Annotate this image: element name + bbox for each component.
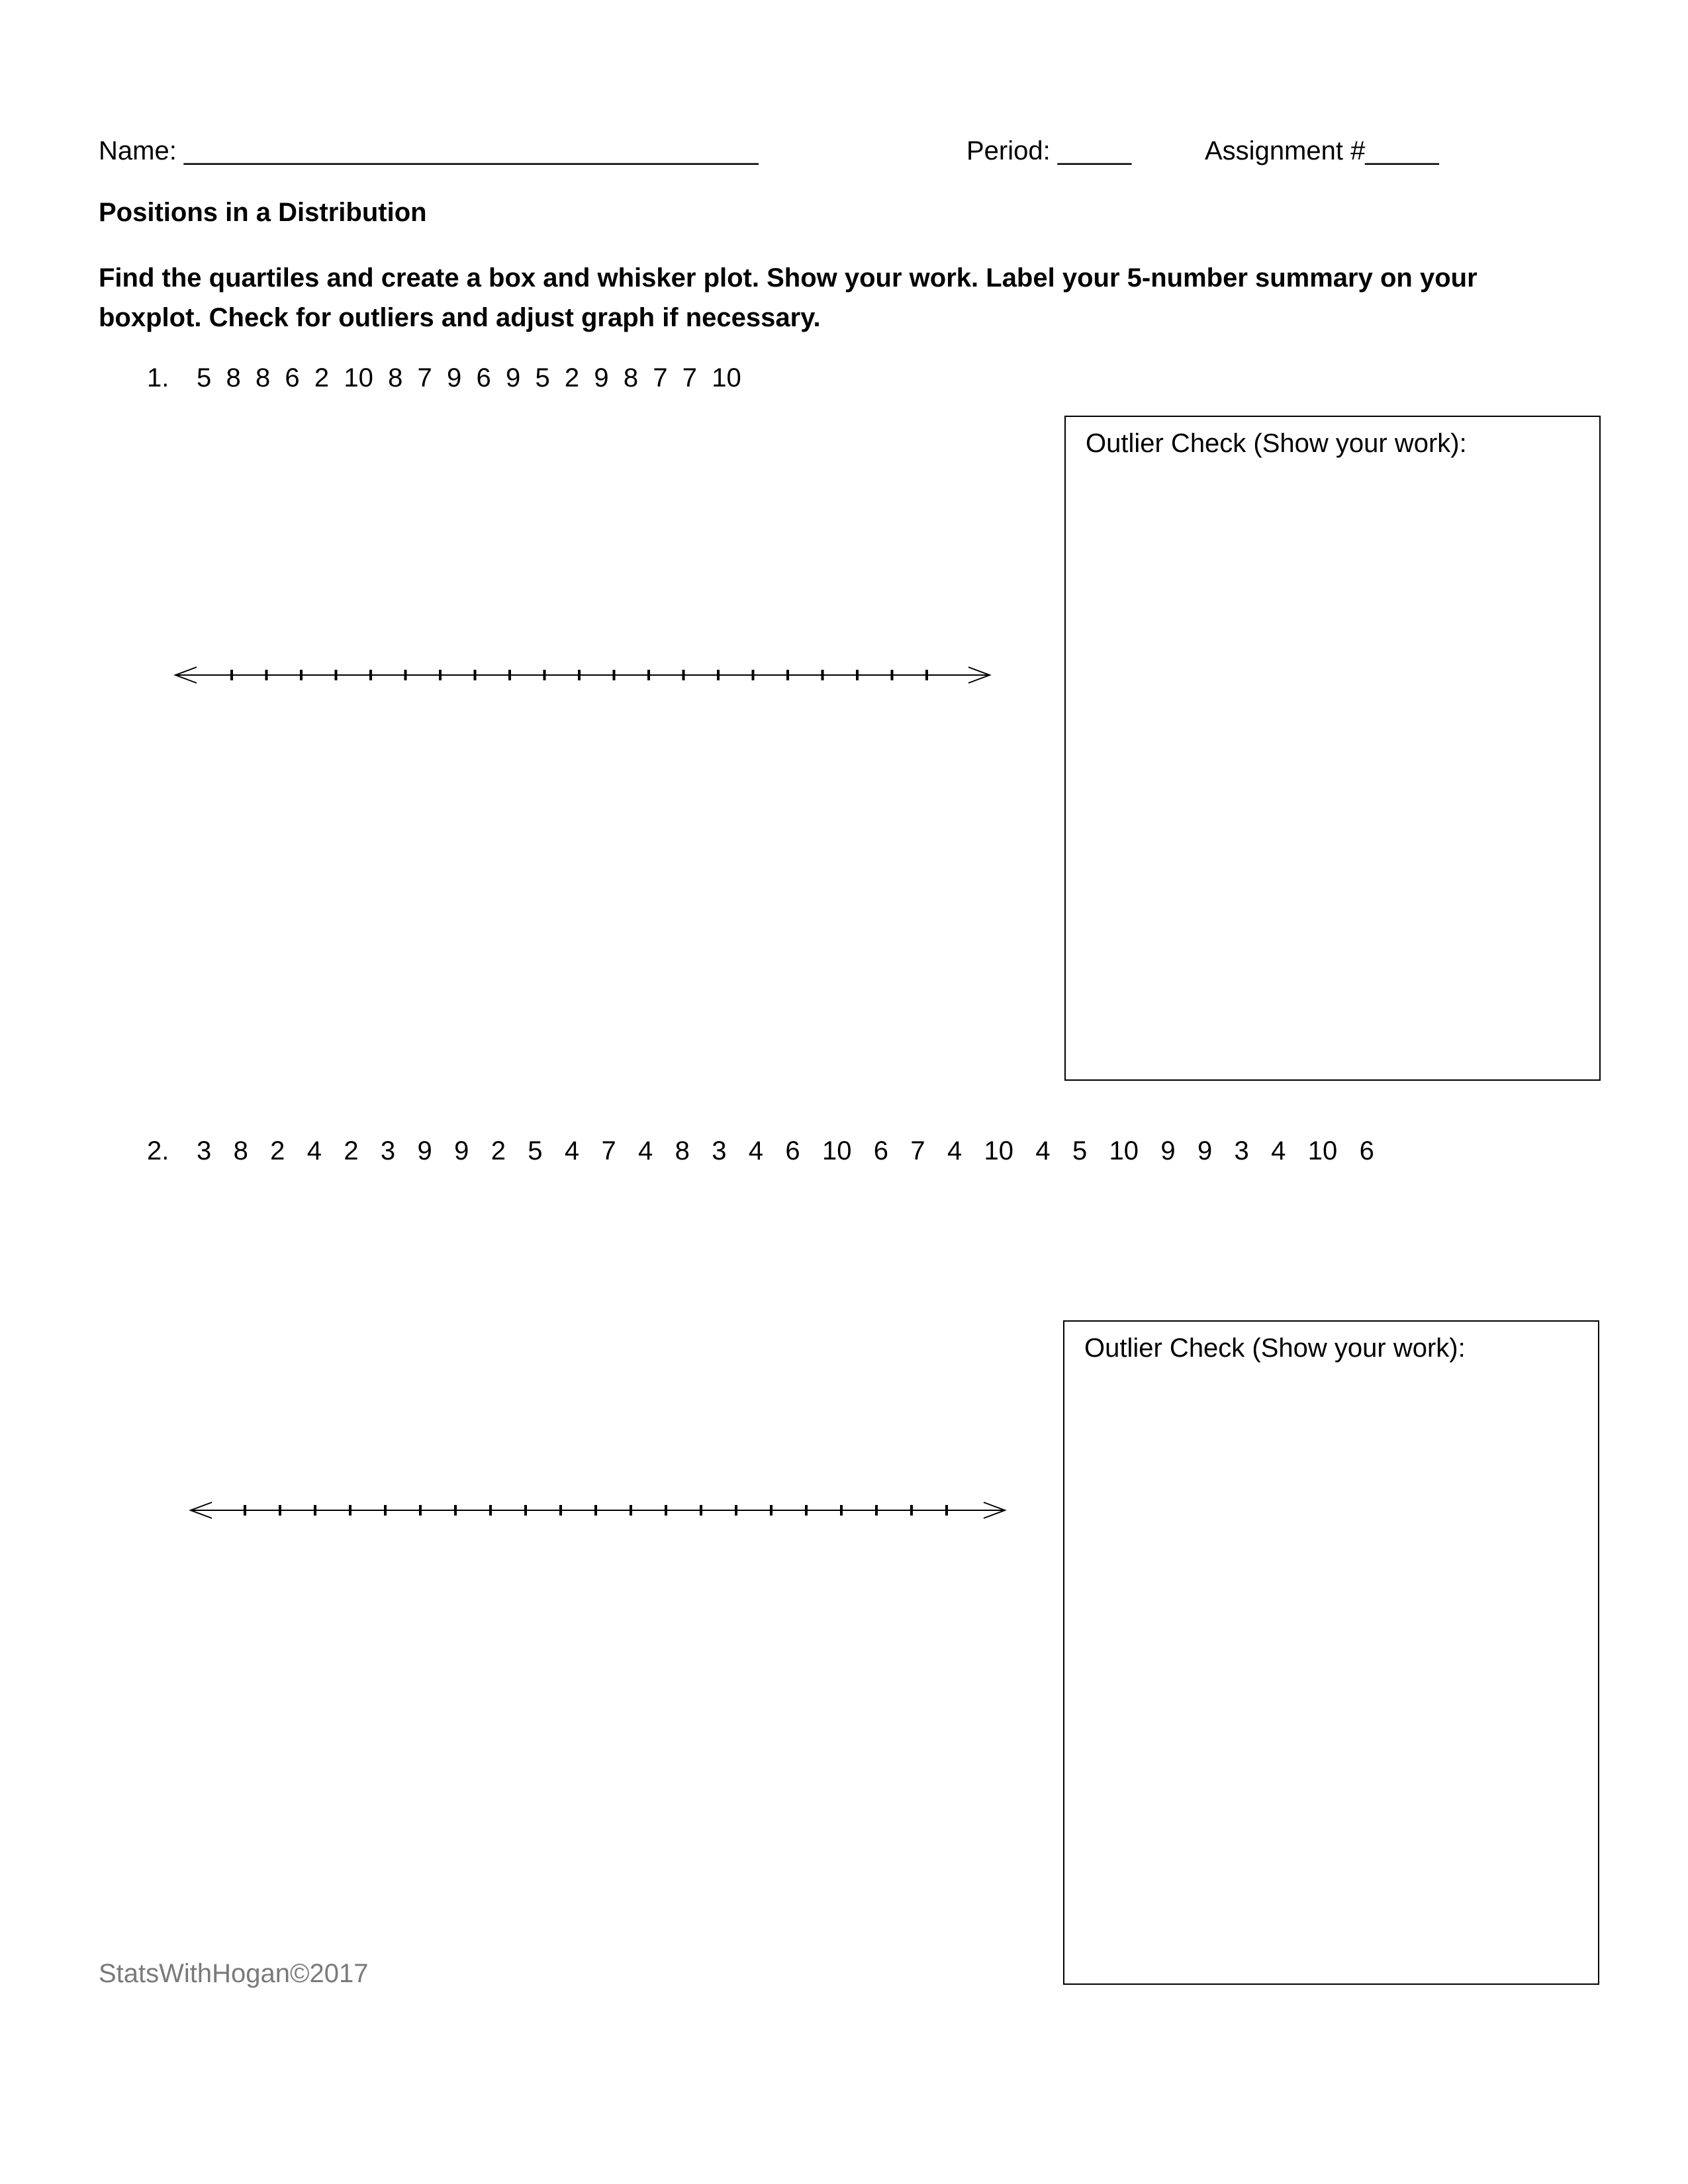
- outlier-check-box-1[interactable]: [1064, 416, 1601, 1081]
- problem-1-data: 5 8 8 6 2 10 8 7 9 6 9 5 2 9 8 7 7 10: [197, 363, 741, 392]
- outlier-check-label-1: Outlier Check (Show your work):: [1086, 429, 1467, 458]
- period-field-label: Period: _____: [966, 136, 1132, 165]
- problem-1-number: 1.: [147, 363, 169, 392]
- outlier-check-label-2: Outlier Check (Show your work):: [1084, 1334, 1466, 1363]
- number-line-2: [184, 1497, 1011, 1524]
- assignment-field-label: Assignment #_____: [1205, 136, 1439, 165]
- worksheet-title: Positions in a Distribution: [99, 198, 427, 227]
- name-field-label: Name: _______________________________________: [99, 136, 759, 165]
- copyright-footer: StatsWithHogan©2017: [99, 1959, 369, 1988]
- problem-2-number: 2.: [147, 1136, 169, 1165]
- instructions: Find the quartiles and create a box and whisker plot. Show your work. Label your 5-number summary on your boxplot. Check for outliers and adjust graph if necessary.: [99, 263, 1477, 332]
- problem-2-data: 3 8 2 4 2 3 9 9 2 5 4 7 4 8 3 4 6 10 6 7 4 10 4 5 10 9 9 3 4 10 6: [197, 1136, 1374, 1165]
- number-line-1: [169, 662, 996, 688]
- outlier-check-box-2[interactable]: [1063, 1320, 1599, 1985]
